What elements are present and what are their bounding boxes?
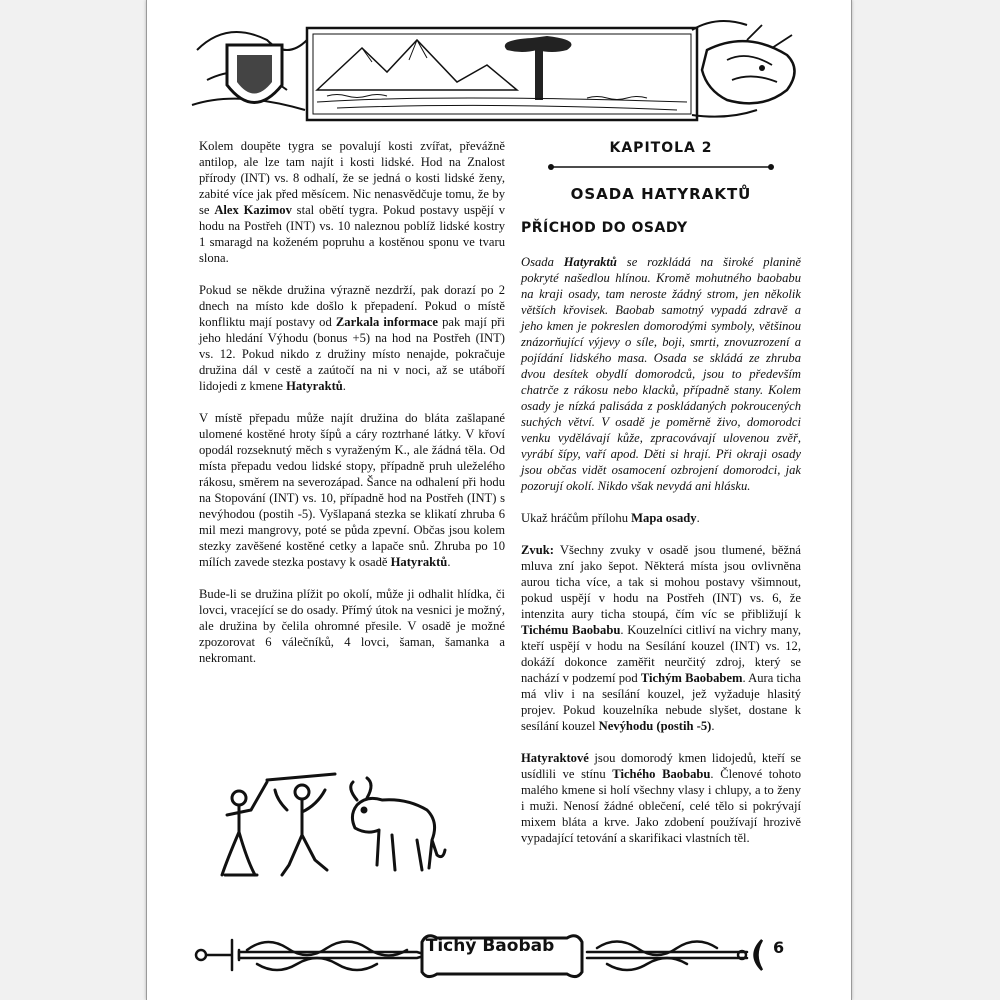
left-paragraph-4: Bude-li se družina plížit po okolí, může ji odhalit hlídka, či lovci, vracející se do osady. Přímý útok na vesnici je možný, ale družina by čelila ohromné přesile. V osadě je možné zpozorovat 6 válečníků, 4 lovci, šaman, šamanka a nekromant. <box>199 587 505 665</box>
chapter-label: KAPITOLA 2 <box>609 140 713 156</box>
bold-name: Hatyraktů <box>563 255 617 269</box>
bold-label: Zvuk: <box>521 543 554 557</box>
section-heading: PŘÍCHOD DO OSADY <box>521 220 688 236</box>
text-span: pak mají při jeho hledání Výhodu (bonus +5) na hod na Postřeh (INT) vs. 12. Pokud nikdo z družiny místo nenajde, pokračuje družina dál v cestě a zaútočí na ni v noci, až se utáboří lidojedi z kmene <box>199 315 505 393</box>
text-span: jsou domorodý kmen lidojedů, kteří se usídlili ve stínu <box>521 751 801 781</box>
text-span: V místě přepadu může najít družina do bláta zašlapané ulomené kostěné hroty šípů a cáry roztrhané látky. V křoví opodál rozseknutý měch s vyraženým K., ale žádná těla. Od místa přepadu vedou lidské stopy, případně pruh uleželého rákosu, směrem na severozápad. Šance na odhalení při hodu na Stopování (INT) vs. 10, případně hod na Postřeh (INT) s nevýhodou (postih -5). Vyšlapaná stezka se klikatí zhruba 6 mil mezi mangrovy, poté se půda zpevní. Občas jsou kolem stezky zavěšené kostěné cetky a lapače snů. Zhruba po 10 mílích zavede stezka postavy k osadě <box>199 411 505 569</box>
right-paragraph-2 <box>521 510 801 526</box>
bold-name: Zarkala informace <box>335 315 438 329</box>
cave-painting-icon <box>217 770 447 885</box>
text-span: . <box>711 719 715 733</box>
landscape-header-icon <box>187 10 811 130</box>
text-span: . Aura ticha má vliv i na sesílání kouzel, jež vyžaduje hlasitý projev. Pokud kouzelníka nebude slyšet, dostane k sesílání kouzel <box>521 671 801 733</box>
chapter-divider-icon <box>521 162 801 172</box>
right-column <box>521 138 801 862</box>
chapter-name: OSADA HATYRAKTŮ <box>570 185 752 203</box>
text-span: . <box>447 555 451 569</box>
chapter-heading <box>521 140 801 202</box>
bold-name: Alex Kazimov <box>214 203 292 217</box>
left-paragraph-1 <box>199 138 505 266</box>
text-span: . <box>696 511 700 525</box>
bold-name: Mapa osady <box>631 511 697 525</box>
text-span: . <box>342 379 346 393</box>
text-span: Kolem doupěte tygra se povalují kosti zvířat, převážně antilop, ale lze tam najít i kosti lidské. Hod na Znalost přírody (INT) vs. 8 odhalí, že se jedná o kosti lidské ženy, zabité více jak před měsícem. Nic nenasvědčuje tomu, že by se <box>199 139 505 217</box>
page-number: 6 <box>773 938 785 957</box>
bold-name: Hatyraktů <box>286 379 343 393</box>
left-paragraph-3 <box>199 410 505 570</box>
left-column <box>199 138 505 682</box>
bold-name: Tichým Baobabem <box>640 671 743 685</box>
bold-name: Tichého Baobabu <box>612 767 711 781</box>
bold-name: Hatyraktové <box>521 751 589 765</box>
text-span: se rozkládá na široké planině pokryté našedlou hlínou. Kromě mohutného baobabu na kraji osady, tam neroste žádný strom, jen několik větších křovisek. Baobab samotný vypadá zdravě a jeho kmen je pokreslen domorodými symboly, většinou znázorňující výjevy o síle, boji, smrti, znovuzrození a pojídání lidského masa. Osada se skládá ze zhruba dvou desítek obydlí domorodců, jsou to především chatrče z rákosu nebo klacků, případně stany. Kolem osady je nízká palisáda z poskládaných pokroucených suchých větví. V osadě je poměrně živo, domorodci venku vydělávají kůže, zpracovávají ulovenou zvěř, vyrábí šípy, vaří apod. Děti si hrají. Při okraji osady jsou občas vidět osamocení ozbrojení domorodci, jak pozorují okolí. Nikdo však nevydá ani hlásku. <box>521 255 801 493</box>
text-span: . Členové tohoto malého kmene si holí všechny vlasy i chlupy, a to ženy i muži. Nenosí žádné oblečení, celé tělo si pokrývají mixem bláta a krve. Jako zdobení používají hrozivě vypadající tetování a skarifikaci vlastních těl. <box>521 767 801 845</box>
text-span: Všechny zvuky v osadě jsou tlumené, běžná mluva zní jako šepot. Některá místa jsou ovlivněna aurou ticha více, a tak si mohou postavy všimnout, pokud uspějí v hodu na Postřeh (INT) vs. 6, že intenzita aury ticha stoupá, čím víc se přibližují k <box>521 543 801 621</box>
right-paragraph-4 <box>521 750 801 846</box>
text-span: Osada <box>521 255 564 269</box>
text-span: Ukaž hráčům přílohu <box>521 511 632 525</box>
right-paragraph-1 <box>521 254 801 494</box>
bold-name: Tichému Baobabu <box>521 623 621 637</box>
left-paragraph-2 <box>199 282 505 394</box>
bold-name: Nevýhodu (postih -5) <box>598 719 712 733</box>
right-paragraph-3 <box>521 542 801 734</box>
text-span: Pokud se někde družina výrazně nezdrží, pak dorazí po 2 dnech na místo kde došlo k přepadení. Pokud o místě konfliktu mají postavy od <box>199 283 505 329</box>
document-page <box>146 0 852 1000</box>
bold-name: Hatyraktů <box>390 555 448 569</box>
text-span: stal obětí tygra. Pokud postavy uspějí v hodu na Postřeh (INT) vs. 10 naleznou poblíž lidské kostry 1 smaragd na koženém popruhu a kostěnou sponu ve tvaru slona. <box>199 203 505 265</box>
footer-title: Tichý Baobab <box>425 936 555 956</box>
text-span: . Kouzelníci citliví na vichry many, kteří uspějí v hodu na Sesílání kouzel (INT) vs. 12, dokáží dokonce zaměřit neurčitý zdroj, který se nachází v podzemí pod <box>521 623 801 685</box>
